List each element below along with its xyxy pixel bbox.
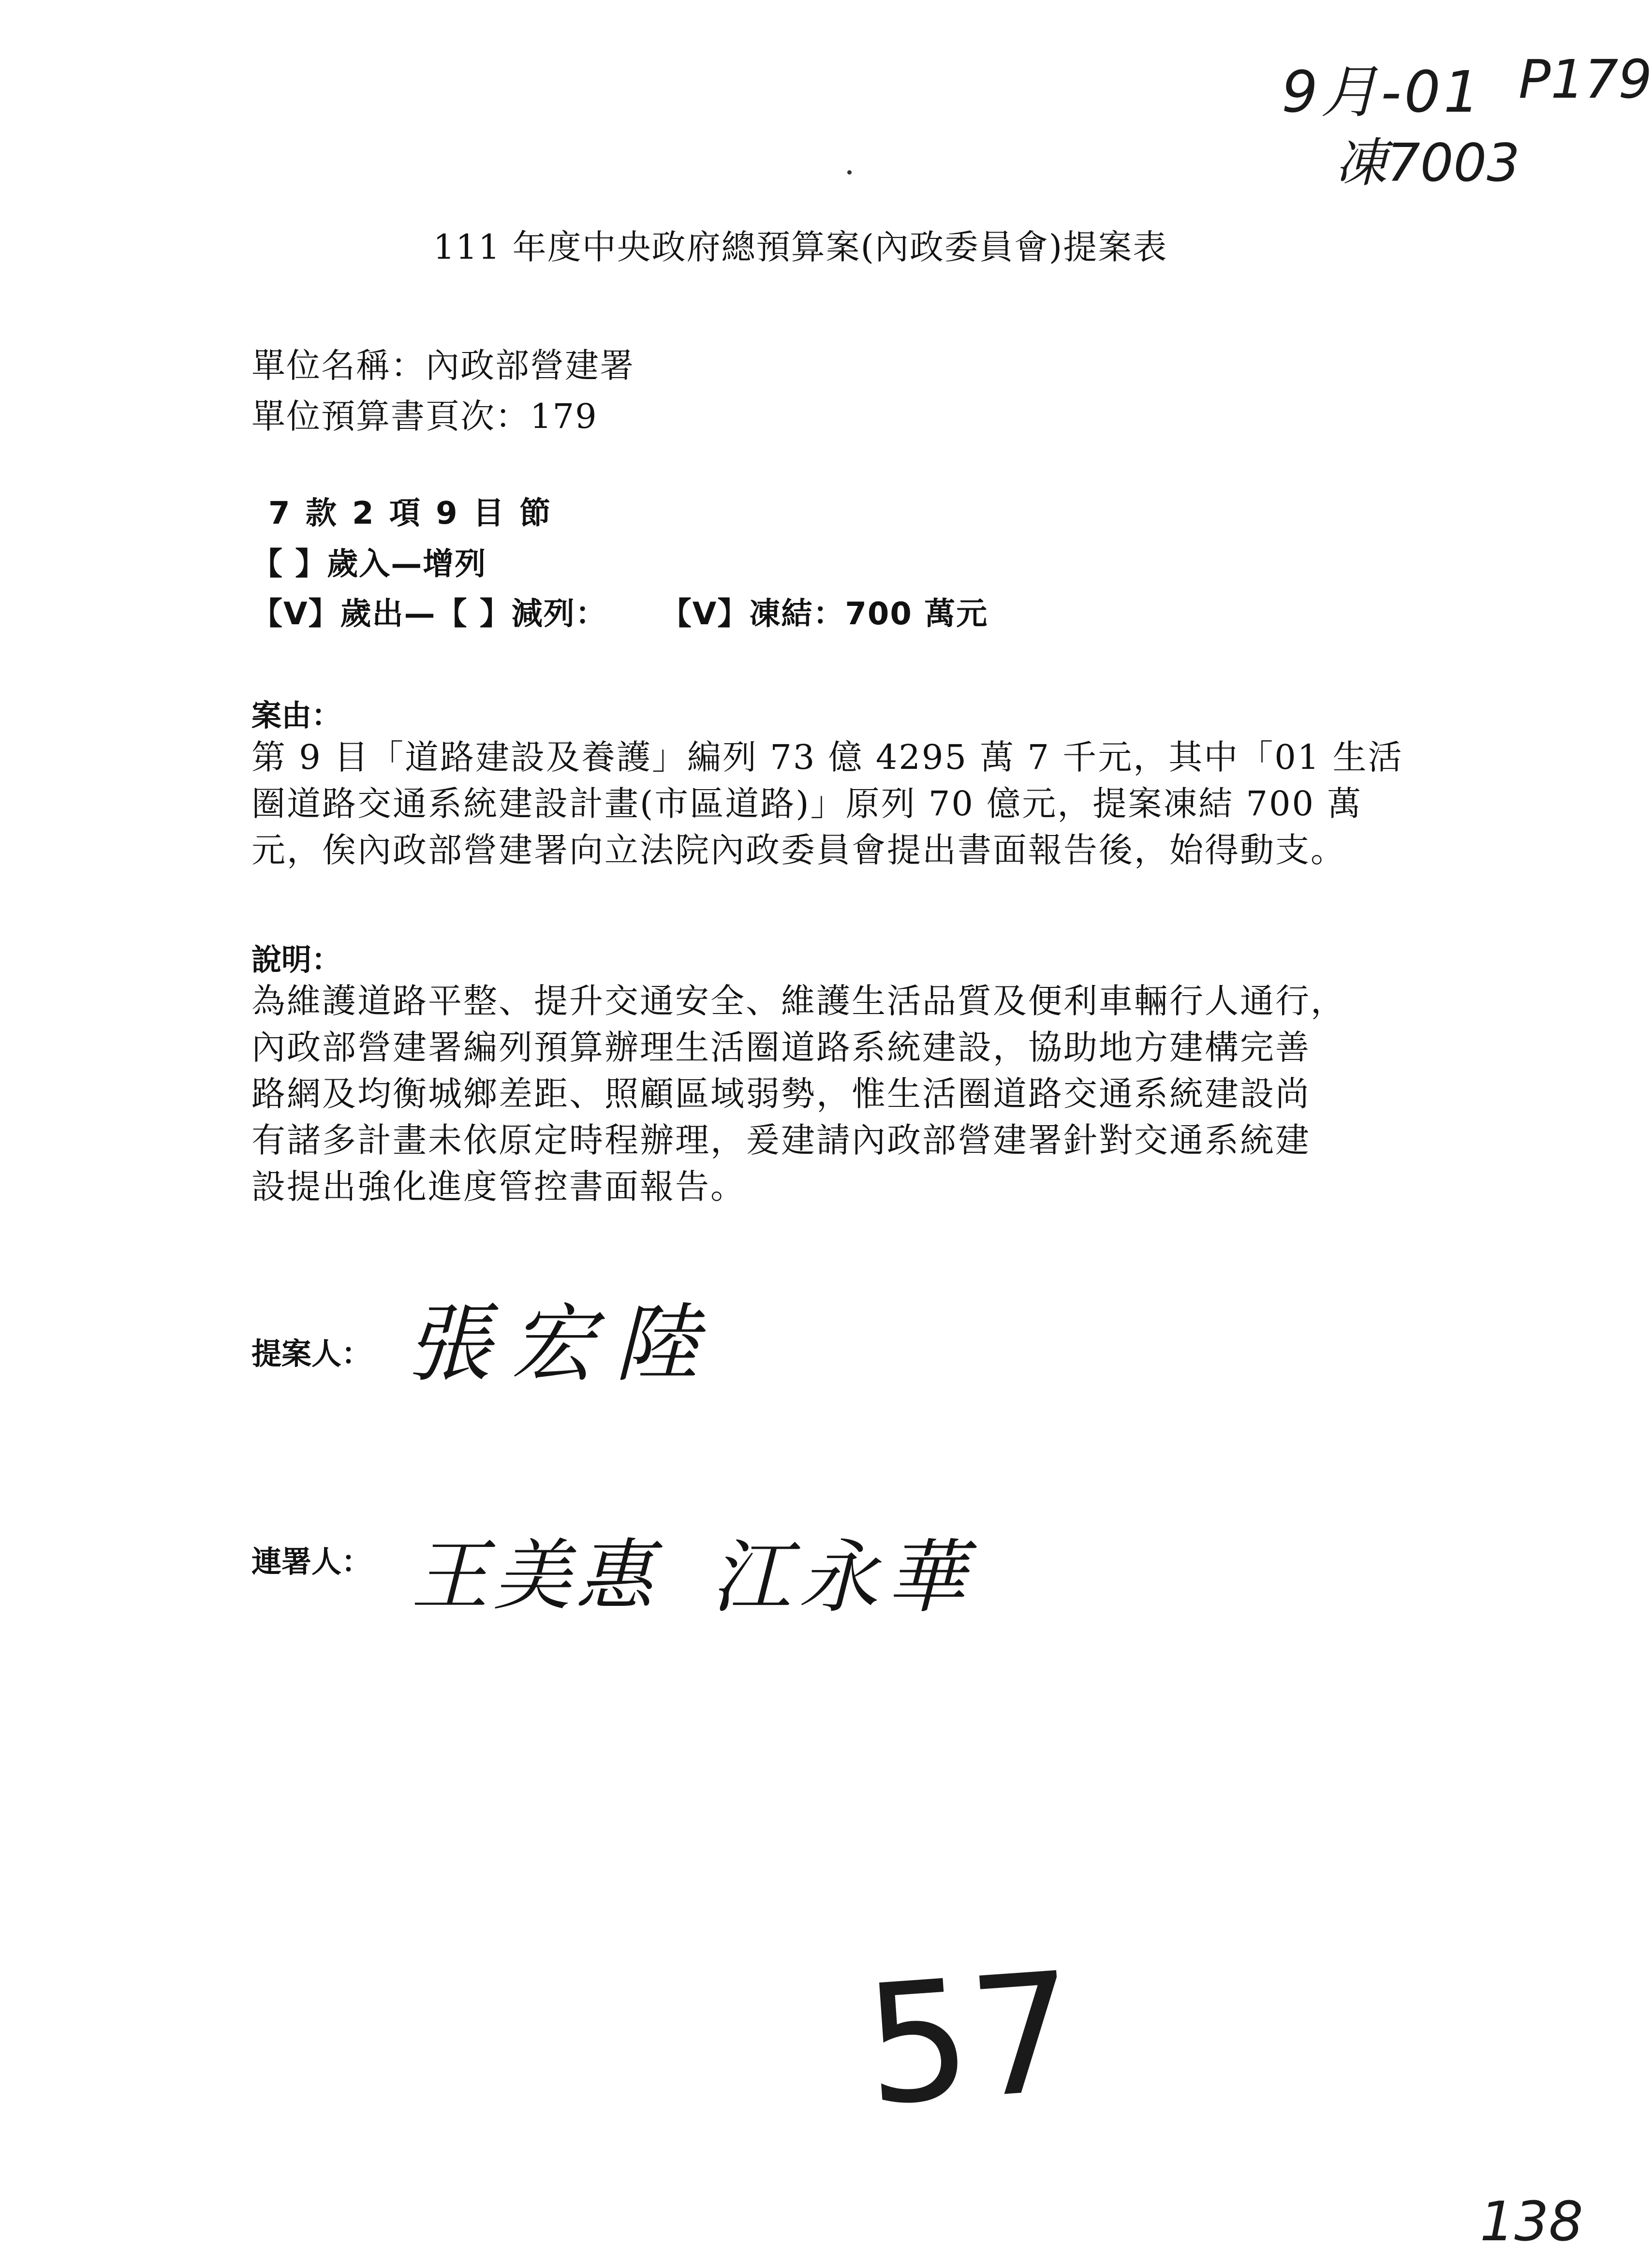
unit-budget-page: 單位預算書頁次：179 <box>251 397 598 436</box>
revenue-option: 【 】歲入—增列 <box>251 546 487 582</box>
cosigner-signature-2: 江永華 <box>711 1531 974 1624</box>
handwritten-page-ref: P179 <box>1519 48 1652 110</box>
freeze-option: 【V】凍結：700 萬元 <box>660 596 988 632</box>
scan-speck <box>847 170 852 175</box>
reason-line: 元，俟內政部營建署向立法院內政委員會提出書面報告後，始得動支。 <box>251 830 1346 870</box>
reason-heading: 案由： <box>251 698 342 733</box>
page-title: 111 年度中央政府總預算案(內政委員會)提案表 <box>433 227 1168 267</box>
handwritten-page-number: 57 <box>859 1937 1081 2143</box>
reason-line: 第 9 目「道路建設及養護」編列 73 億 4295 萬 7 千元，其中「01 生活 <box>251 737 1403 777</box>
proposer-label: 提案人： <box>251 1336 372 1371</box>
handwritten-file-code: 9月-01 <box>1282 59 1483 125</box>
explanation-body <box>251 978 1427 1210</box>
reason-body <box>251 734 1427 873</box>
handwritten-corner-number: 138 <box>1480 2190 1583 2253</box>
explanation-line: 設提出強化進度管控書面報告。 <box>251 1167 746 1206</box>
handwritten-freeze-code: 凍7003 <box>1335 133 1520 193</box>
cosigner-label: 連署人： <box>251 1544 372 1579</box>
expense-option <box>251 589 988 633</box>
reason-line: 圈道路交通系統建設計畫(市區道路)」原列 70 億元，提案凍結 700 萬 <box>251 784 1363 823</box>
explanation-line: 為維護道路平整、提升交通安全、維護生活品質及便利車輛行人通行， <box>251 981 1346 1021</box>
expense-reduce-option: 【V】歲出—【 】減列： <box>251 596 607 632</box>
budget-item-line: 7 款 2 項 9 目 節 <box>268 496 552 531</box>
explanation-heading: 說明： <box>251 942 342 977</box>
explanation-line: 內政部營建署編列預算辦理生活圈道路系統建設，協助地方建構完善 <box>251 1028 1311 1067</box>
explanation-line: 路網及均衡城鄉差距、照顧區域弱勢，惟生活圈道路交通系統建設尚 <box>251 1074 1311 1114</box>
unit-name: 單位名稱：內政部營建署 <box>251 346 634 385</box>
proposer-signature: 張宏陸 <box>406 1295 718 1394</box>
explanation-line: 有諸多計畫未依原定時程辦理，爰建請內政部營建署針對交通系統建 <box>251 1120 1311 1160</box>
cosigner-signature-1: 王美惠 <box>411 1530 658 1621</box>
